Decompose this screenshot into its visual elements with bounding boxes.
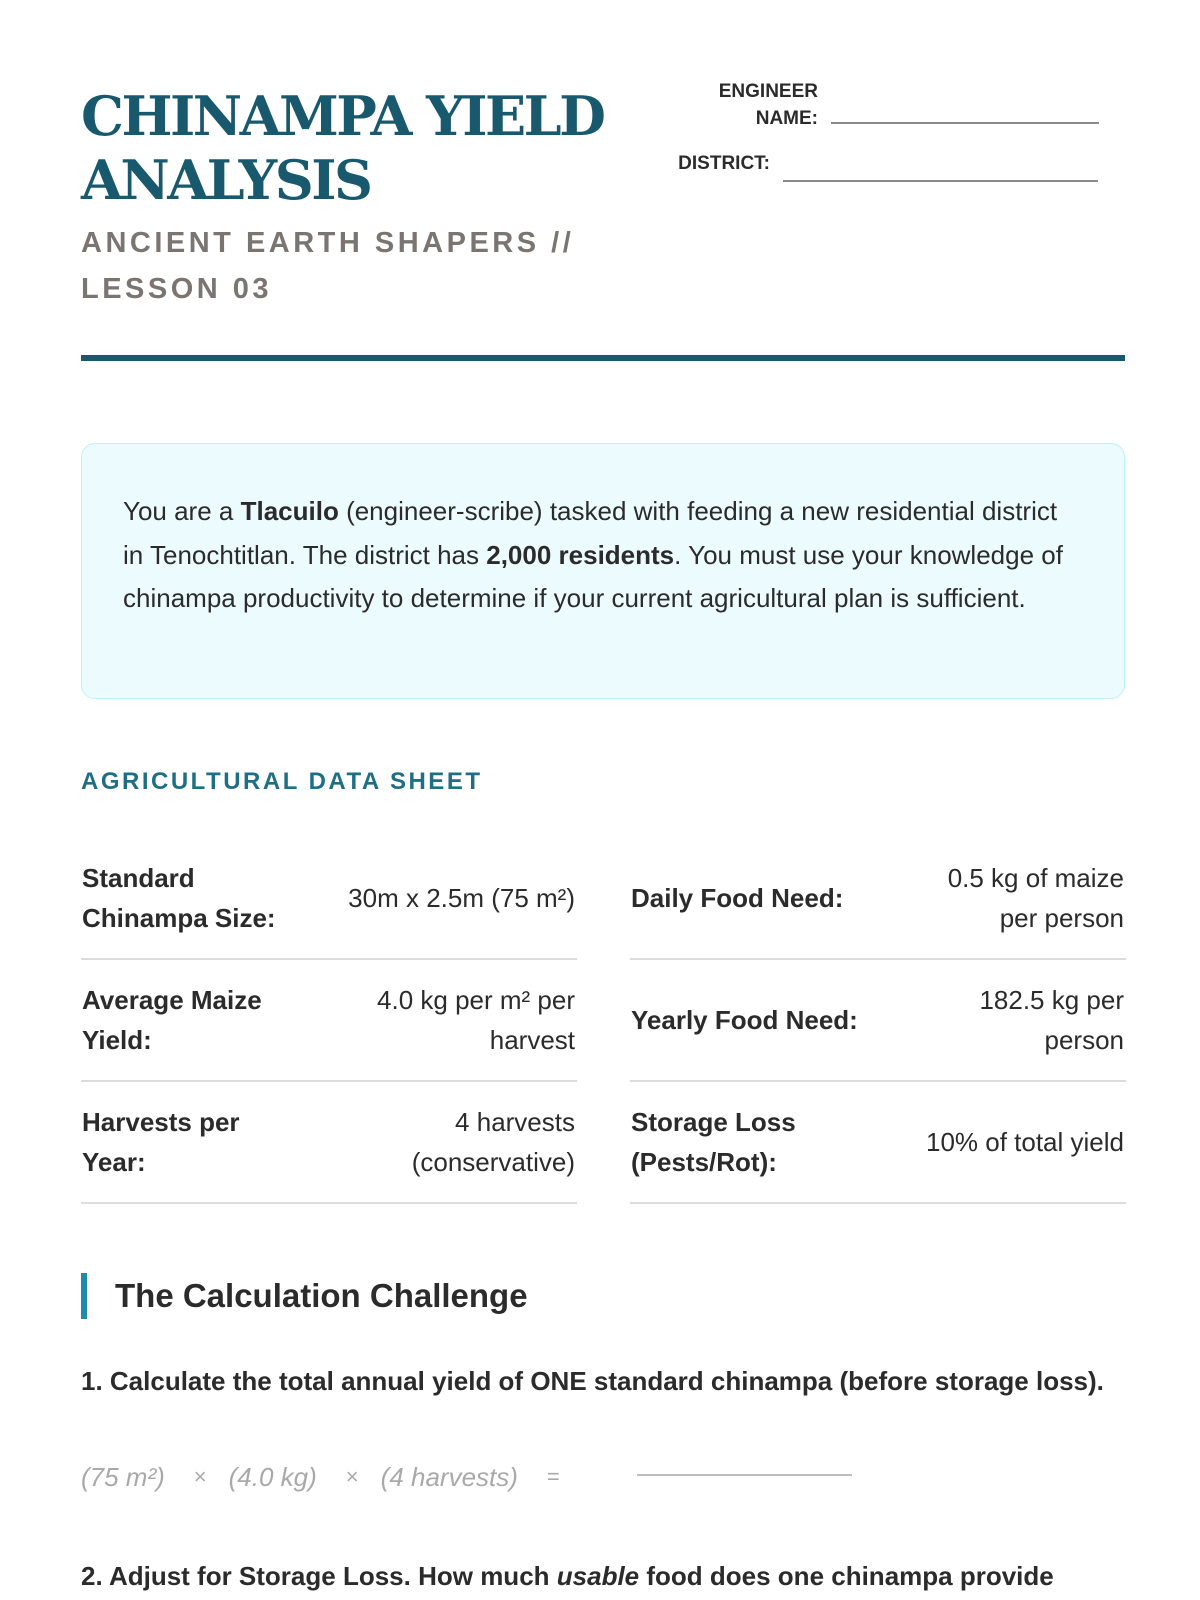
times-symbol: × xyxy=(345,1464,359,1489)
data-sheet-left-column xyxy=(81,838,577,1204)
data-value: 30m x 2.5m (75 m²) xyxy=(348,883,575,913)
data-value: 0.5 kg of maize per person xyxy=(947,863,1124,933)
data-row xyxy=(81,960,577,1082)
data-row xyxy=(630,960,1126,1082)
data-row xyxy=(630,1082,1126,1204)
times-symbol: × xyxy=(193,1464,207,1489)
data-label: Storage Loss (Pests/Rot): xyxy=(631,1107,796,1177)
lesson-subtitle: ANCIENT EARTH SHAPERS // LESSON 03 xyxy=(81,227,575,305)
scenario-text: You are a xyxy=(123,496,241,526)
district-field[interactable] xyxy=(783,180,1098,182)
data-value: 182.5 kg per person xyxy=(979,985,1124,1055)
district-label: DISTRICT: xyxy=(678,153,770,174)
data-row xyxy=(81,1082,577,1204)
equation-term-yield: (4.0 kg) xyxy=(228,1461,317,1492)
question-2-text: 2. Adjust for Storage Loss. How much xyxy=(81,1561,557,1591)
data-label: Yearly Food Need: xyxy=(631,1005,858,1035)
header-divider xyxy=(81,355,1125,361)
data-label: Standard Chinampa Size: xyxy=(82,863,276,933)
data-value: 4.0 kg per m² per harvest xyxy=(377,985,575,1055)
scenario-text: . You must use your knowledge of chinampa productivity to determine if your current agricultural plan is sufficient. xyxy=(123,539,1063,613)
data-sheet-right-column xyxy=(630,838,1126,1204)
data-sheet-heading: AGRICULTURAL DATA SHEET xyxy=(81,768,483,795)
question-2-emphasis: usable xyxy=(556,1561,640,1591)
data-row xyxy=(630,838,1126,960)
data-label: Daily Food Need: xyxy=(631,883,844,913)
data-value: 10% of total yield xyxy=(925,1127,1124,1157)
question-1: 1. Calculate the total annual yield of ONE standard chinampa (before storage loss). xyxy=(81,1366,1104,1396)
page-title: CHINAMPA YIELD ANALYSIS xyxy=(81,84,604,212)
question-1-equation xyxy=(81,1455,560,1499)
section-accent-bar xyxy=(81,1273,87,1319)
question-1-answer-field[interactable] xyxy=(637,1474,852,1476)
scenario-role: Tlacuilo xyxy=(240,496,339,526)
scenario-text: (engineer-scribe) tasked with feeding a new residential district in Tenochtitlan. The district has xyxy=(123,496,1058,570)
scenario-box xyxy=(81,443,1125,699)
equals-symbol: = xyxy=(546,1464,560,1489)
question-2-text: food does one chinampa provide xyxy=(639,1561,1054,1591)
engineer-name-label: ENGINEER NAME: xyxy=(718,81,818,129)
equation-term-harvests: (4 harvests) xyxy=(380,1461,518,1492)
equation-term-area: (75 m²) xyxy=(81,1461,165,1492)
scenario-residents: 2,000 residents xyxy=(486,539,675,570)
data-row xyxy=(81,838,577,960)
data-label: Harvests per Year: xyxy=(82,1107,240,1177)
data-value: 4 harvests (conservative) xyxy=(411,1107,575,1177)
question-2 xyxy=(81,1556,1125,1596)
engineer-name-field[interactable] xyxy=(831,122,1099,124)
challenge-heading: The Calculation Challenge xyxy=(115,1277,528,1314)
data-label: Average Maize Yield: xyxy=(82,985,262,1055)
